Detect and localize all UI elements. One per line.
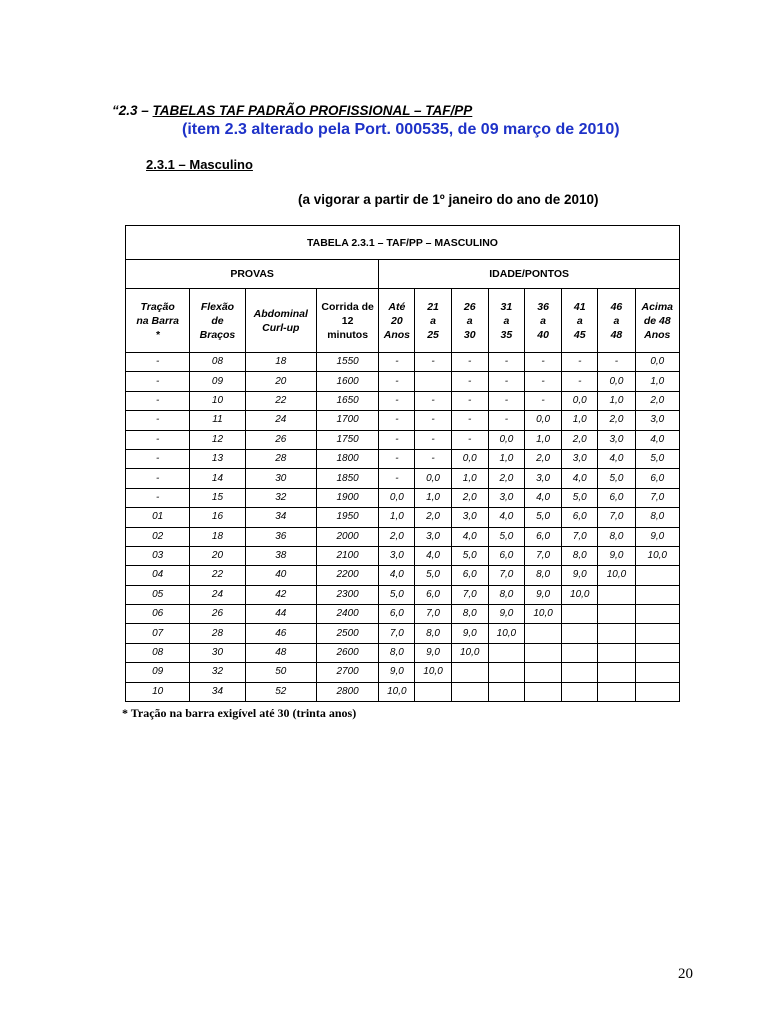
table-cell: 30 — [245, 469, 316, 488]
table-cell — [562, 605, 598, 624]
table-cell: 2600 — [316, 643, 378, 662]
table-cell: 10,0 — [488, 624, 524, 643]
table-cell — [598, 605, 635, 624]
table-cell: 08 — [126, 643, 190, 662]
table-cell: 22 — [190, 566, 245, 585]
column-header-line: 36 — [537, 300, 549, 313]
table-cell: 6,0 — [415, 585, 451, 604]
table-cell: 26 — [245, 430, 316, 449]
table-row — [126, 469, 680, 488]
table-cell: 1,0 — [379, 508, 415, 527]
table-row — [126, 682, 680, 701]
table-cell: - — [126, 449, 190, 468]
table-cell: 6,0 — [635, 469, 679, 488]
table-body — [126, 353, 680, 702]
table-cell: - — [562, 353, 598, 372]
table-cell: 10,0 — [524, 605, 561, 624]
table-cell: 9,0 — [415, 643, 451, 662]
table-cell: 3,0 — [451, 508, 488, 527]
table-cell: - — [451, 411, 488, 430]
table-row — [126, 411, 680, 430]
column-header-line: 48 — [610, 328, 623, 341]
column-header-line: 41 — [573, 300, 586, 313]
table-cell: 8,0 — [451, 605, 488, 624]
column-header-line: a — [540, 314, 546, 327]
table-cell: 6,0 — [598, 488, 635, 507]
table-cell: 20 — [245, 372, 316, 391]
table-cell — [488, 682, 524, 701]
table-cell: 28 — [245, 449, 316, 468]
table-cell: 5,0 — [562, 488, 598, 507]
column-header — [488, 289, 524, 353]
table-cell: 4,0 — [415, 546, 451, 565]
table-cell: 2300 — [316, 585, 378, 604]
table-cell: - — [415, 411, 451, 430]
table-cell: 6,0 — [379, 605, 415, 624]
table-cell: 7,0 — [415, 605, 451, 624]
table-cell: 1,0 — [562, 411, 598, 430]
table-cell: 7,0 — [524, 546, 561, 565]
table-cell: 2,0 — [598, 411, 635, 430]
table-cell: 5,0 — [524, 508, 561, 527]
table-cell: 5,0 — [451, 546, 488, 565]
column-header-line: a — [430, 314, 436, 327]
table-cell: 10,0 — [451, 643, 488, 662]
footnote: * Tração na barra exigível até 30 (trinta anos) — [122, 706, 357, 720]
column-header-line: 31 — [500, 300, 513, 313]
table-cell: 5,0 — [598, 469, 635, 488]
table-cell: 34 — [190, 682, 245, 701]
table-cell: 2800 — [316, 682, 378, 701]
table-row — [126, 391, 680, 410]
table-cell: 2,0 — [562, 430, 598, 449]
group-header-idade: IDADE/PONTOS — [379, 260, 680, 289]
column-header — [379, 289, 415, 353]
table-cell: 10,0 — [415, 663, 451, 682]
column-header-line: Corrida de — [321, 300, 374, 313]
table-cell: 8,0 — [635, 508, 679, 527]
table-cell: 1800 — [316, 449, 378, 468]
table-row — [126, 585, 680, 604]
table-cell — [635, 663, 679, 682]
column-header-line: Até — [388, 300, 406, 313]
table-title: TABELA 2.3.1 – TAF/PP – MASCULINO — [126, 226, 680, 260]
table-cell: 10 — [126, 682, 190, 701]
table-cell: 09 — [190, 372, 245, 391]
table-cell: 18 — [190, 527, 245, 546]
table-cell: 2200 — [316, 566, 378, 585]
table-cell: - — [126, 372, 190, 391]
table-cell: - — [126, 411, 190, 430]
table-cell — [524, 643, 561, 662]
column-header — [524, 289, 561, 353]
column-header-line: 46 — [610, 300, 623, 313]
table-cell: 9,0 — [562, 566, 598, 585]
table-cell: 28 — [190, 624, 245, 643]
table-cell: 09 — [126, 663, 190, 682]
table-cell: 5,0 — [379, 585, 415, 604]
table-cell: 6,0 — [562, 508, 598, 527]
column-header-line: Abdominal — [253, 307, 308, 320]
table-cell: - — [415, 449, 451, 468]
table-cell: - — [379, 391, 415, 410]
table-cell: 2,0 — [635, 391, 679, 410]
table-cell: 46 — [245, 624, 316, 643]
table-cell: - — [379, 469, 415, 488]
table-cell: 02 — [126, 527, 190, 546]
table-cell: 1850 — [316, 469, 378, 488]
table-cell: 7,0 — [598, 508, 635, 527]
table-cell: 52 — [245, 682, 316, 701]
table-cell: - — [379, 353, 415, 372]
table-cell: - — [379, 411, 415, 430]
column-header — [190, 289, 245, 353]
table-cell: 4,0 — [598, 449, 635, 468]
table-cell — [598, 585, 635, 604]
table-cell: 1550 — [316, 353, 378, 372]
column-header-line: Flexão — [200, 300, 235, 313]
column-header-line: 12 — [341, 314, 354, 327]
table-cell: 9,0 — [635, 527, 679, 546]
table-cell: 36 — [245, 527, 316, 546]
table-cell: 2100 — [316, 546, 378, 565]
table-cell: - — [562, 372, 598, 391]
table-cell: 8,0 — [598, 527, 635, 546]
table-cell: 20 — [190, 546, 245, 565]
column-header — [316, 289, 378, 353]
table-cell: 4,0 — [451, 527, 488, 546]
table-cell: - — [415, 391, 451, 410]
table-cell: 13 — [190, 449, 245, 468]
table-cell: 3,0 — [635, 411, 679, 430]
column-header-row — [126, 289, 680, 353]
table-cell: 2000 — [316, 527, 378, 546]
column-header — [126, 289, 190, 353]
table-cell: 7,0 — [562, 527, 598, 546]
table-cell: - — [415, 353, 451, 372]
column-header-line: 21 — [427, 300, 439, 313]
table-cell: 30 — [190, 643, 245, 662]
table-cell — [488, 663, 524, 682]
table-cell: 2,0 — [524, 449, 561, 468]
table-cell: 0,0 — [451, 449, 488, 468]
table-cell: 32 — [190, 663, 245, 682]
table-cell — [488, 643, 524, 662]
table-cell: 7,0 — [488, 566, 524, 585]
table-cell: - — [524, 372, 561, 391]
section-heading — [112, 103, 472, 118]
table-cell — [635, 566, 679, 585]
table-cell: 24 — [245, 411, 316, 430]
table-cell: 7,0 — [635, 488, 679, 507]
table-cell: 6,0 — [451, 566, 488, 585]
table-cell: 8,0 — [524, 566, 561, 585]
table-cell: - — [126, 488, 190, 507]
table-cell: - — [524, 353, 561, 372]
table-cell: 38 — [245, 546, 316, 565]
table-cell: 9,0 — [598, 546, 635, 565]
table-cell: 1650 — [316, 391, 378, 410]
column-header — [451, 289, 488, 353]
table-cell: 1,0 — [635, 372, 679, 391]
table-cell — [635, 585, 679, 604]
column-header-line: 20 — [391, 314, 403, 327]
table-cell — [598, 663, 635, 682]
table-row — [126, 372, 680, 391]
table-cell: 1,0 — [451, 469, 488, 488]
table-cell: 1750 — [316, 430, 378, 449]
table-row — [126, 624, 680, 643]
table-cell: - — [451, 372, 488, 391]
table-cell: 12 — [190, 430, 245, 449]
table-cell: 42 — [245, 585, 316, 604]
table-cell: 1,0 — [598, 391, 635, 410]
effective-date-note: (a vigorar a partir de 1º janeiro do ano de 2010) — [298, 192, 599, 207]
table-row — [126, 527, 680, 546]
table-cell: 16 — [190, 508, 245, 527]
column-header-line: a — [503, 314, 510, 327]
table-cell: 24 — [190, 585, 245, 604]
table-cell: 5,0 — [635, 449, 679, 468]
table-row — [126, 488, 680, 507]
table-cell: 1,0 — [488, 449, 524, 468]
column-header — [245, 289, 316, 353]
column-header — [562, 289, 598, 353]
table-cell — [598, 682, 635, 701]
column-header-line: Acima — [641, 300, 674, 313]
table-cell: - — [379, 372, 415, 391]
column-header-line: a — [576, 314, 583, 327]
group-header-provas: PROVAS — [126, 260, 379, 289]
column-header-line: Anos — [383, 328, 410, 341]
column-header-line: de 48 — [643, 314, 671, 327]
column-header-line: * — [155, 328, 160, 341]
table-cell — [635, 605, 679, 624]
section-number: “2.3 – — [112, 103, 149, 118]
table-cell: 4,0 — [488, 508, 524, 527]
table-cell: - — [126, 391, 190, 410]
column-header-line: a — [466, 314, 473, 327]
table-cell: 3,0 — [379, 546, 415, 565]
table-cell: - — [415, 430, 451, 449]
table-cell: 0,0 — [524, 411, 561, 430]
table-cell: 08 — [190, 353, 245, 372]
taf-table — [125, 225, 680, 702]
table-cell — [562, 663, 598, 682]
table-cell: 2,0 — [415, 508, 451, 527]
column-header-line: 26 — [463, 300, 476, 313]
table-cell: 3,0 — [562, 449, 598, 468]
table-cell — [451, 682, 488, 701]
table-cell: 2500 — [316, 624, 378, 643]
table-cell: 1900 — [316, 488, 378, 507]
table-cell: 3,0 — [524, 469, 561, 488]
table-cell — [524, 624, 561, 643]
table-cell: 10,0 — [598, 566, 635, 585]
table-cell — [598, 643, 635, 662]
table-cell: 4,0 — [635, 430, 679, 449]
column-header-line: na Barra — [136, 314, 179, 327]
table-cell: 10,0 — [562, 585, 598, 604]
table-cell: 32 — [245, 488, 316, 507]
table-cell: 11 — [190, 411, 245, 430]
table-cell: 8,0 — [488, 585, 524, 604]
table-cell — [524, 682, 561, 701]
table-cell: - — [379, 430, 415, 449]
column-header-line: a — [613, 314, 620, 327]
column-header-line: de — [211, 314, 224, 327]
table-cell: 9,0 — [379, 663, 415, 682]
table-cell: 4,0 — [524, 488, 561, 507]
table-cell: 2400 — [316, 605, 378, 624]
table-row — [126, 546, 680, 565]
table-cell: 48 — [245, 643, 316, 662]
table-cell: - — [126, 430, 190, 449]
table-cell: 10 — [190, 391, 245, 410]
table-cell — [562, 682, 598, 701]
table-row — [126, 353, 680, 372]
table-cell: 04 — [126, 566, 190, 585]
column-header-line: Braços — [199, 328, 236, 341]
table-cell: 5,0 — [415, 566, 451, 585]
subsection-heading: 2.3.1 – Masculino — [146, 157, 253, 172]
table-cell: 7,0 — [451, 585, 488, 604]
table-cell: 6,0 — [524, 527, 561, 546]
table-cell — [598, 624, 635, 643]
column-header-line: Curl-up — [262, 321, 300, 334]
table-cell: - — [488, 411, 524, 430]
table-row — [126, 508, 680, 527]
table-cell: 0,0 — [562, 391, 598, 410]
table-cell — [635, 682, 679, 701]
table-cell: 2700 — [316, 663, 378, 682]
column-header-line: 40 — [537, 328, 549, 341]
column-header-line: Tração — [140, 300, 175, 313]
column-header-line: 45 — [573, 328, 586, 341]
column-header-line: minutos — [327, 328, 369, 341]
table-row — [126, 663, 680, 682]
table-cell: 14 — [190, 469, 245, 488]
table-cell: 3,0 — [415, 527, 451, 546]
table-cell: 1700 — [316, 411, 378, 430]
table-cell: 10,0 — [379, 682, 415, 701]
table-cell: 50 — [245, 663, 316, 682]
table-cell: 3,0 — [598, 430, 635, 449]
table-cell: - — [451, 391, 488, 410]
table-cell: - — [451, 353, 488, 372]
table-cell: 03 — [126, 546, 190, 565]
column-header-line: Anos — [644, 328, 671, 341]
table-cell: - — [488, 391, 524, 410]
table-cell: 2,0 — [451, 488, 488, 507]
column-header-line: 25 — [427, 328, 439, 341]
table-cell — [415, 682, 451, 701]
table-row — [126, 449, 680, 468]
table-cell: - — [488, 353, 524, 372]
table-cell: 3,0 — [488, 488, 524, 507]
table-cell: 5,0 — [488, 527, 524, 546]
table-row — [126, 605, 680, 624]
table-row — [126, 566, 680, 585]
table-cell: - — [598, 353, 635, 372]
table-cell: 7,0 — [379, 624, 415, 643]
table-row — [126, 430, 680, 449]
table-cell: 05 — [126, 585, 190, 604]
table-cell: 1950 — [316, 508, 378, 527]
table-cell: 0,0 — [379, 488, 415, 507]
table-cell: - — [126, 469, 190, 488]
table-cell — [635, 643, 679, 662]
table-cell: - — [126, 353, 190, 372]
table-cell: 06 — [126, 605, 190, 624]
table-cell: - — [451, 430, 488, 449]
column-header-line: 35 — [500, 328, 513, 341]
table-cell — [562, 643, 598, 662]
table-cell: 8,0 — [379, 643, 415, 662]
table-cell: 8,0 — [562, 546, 598, 565]
table-cell: - — [524, 391, 561, 410]
amendment-note: (item 2.3 alterado pela Port. 000535, de 09 março de 2010) — [182, 121, 620, 138]
table-cell: 1,0 — [415, 488, 451, 507]
table-row — [126, 643, 680, 662]
table-cell: 4,0 — [379, 566, 415, 585]
column-header-line: 30 — [463, 328, 476, 341]
table-cell: 6,0 — [488, 546, 524, 565]
table-cell: 0,0 — [598, 372, 635, 391]
column-header — [635, 289, 679, 353]
table-cell: 9,0 — [451, 624, 488, 643]
section-title: TABELAS TAF PADRÃO PROFISSIONAL – TAF/PP — [152, 103, 473, 118]
table-cell — [415, 372, 451, 391]
table-cell: 18 — [245, 353, 316, 372]
column-header — [598, 289, 635, 353]
table-cell: 1600 — [316, 372, 378, 391]
table-cell: 22 — [245, 391, 316, 410]
table-cell: 2,0 — [488, 469, 524, 488]
table-cell: 01 — [126, 508, 190, 527]
table-cell: 0,0 — [635, 353, 679, 372]
table-cell: 8,0 — [415, 624, 451, 643]
table-cell: 07 — [126, 624, 190, 643]
table-cell: 2,0 — [379, 527, 415, 546]
table-cell: 0,0 — [488, 430, 524, 449]
column-header — [415, 289, 451, 353]
table-cell: 10,0 — [635, 546, 679, 565]
table-cell: 0,0 — [415, 469, 451, 488]
table-cell: 26 — [190, 605, 245, 624]
table-cell: 40 — [245, 566, 316, 585]
page-number: 20 — [678, 966, 693, 982]
table-cell — [562, 624, 598, 643]
table-cell: 9,0 — [524, 585, 561, 604]
table-cell: - — [488, 372, 524, 391]
table-cell — [635, 624, 679, 643]
table-cell — [451, 663, 488, 682]
table-cell: 9,0 — [488, 605, 524, 624]
table-cell: 34 — [245, 508, 316, 527]
table-cell: 4,0 — [562, 469, 598, 488]
table-cell: 1,0 — [524, 430, 561, 449]
table-cell: 44 — [245, 605, 316, 624]
table-cell — [524, 663, 561, 682]
table-cell: - — [379, 449, 415, 468]
table-cell: 15 — [190, 488, 245, 507]
